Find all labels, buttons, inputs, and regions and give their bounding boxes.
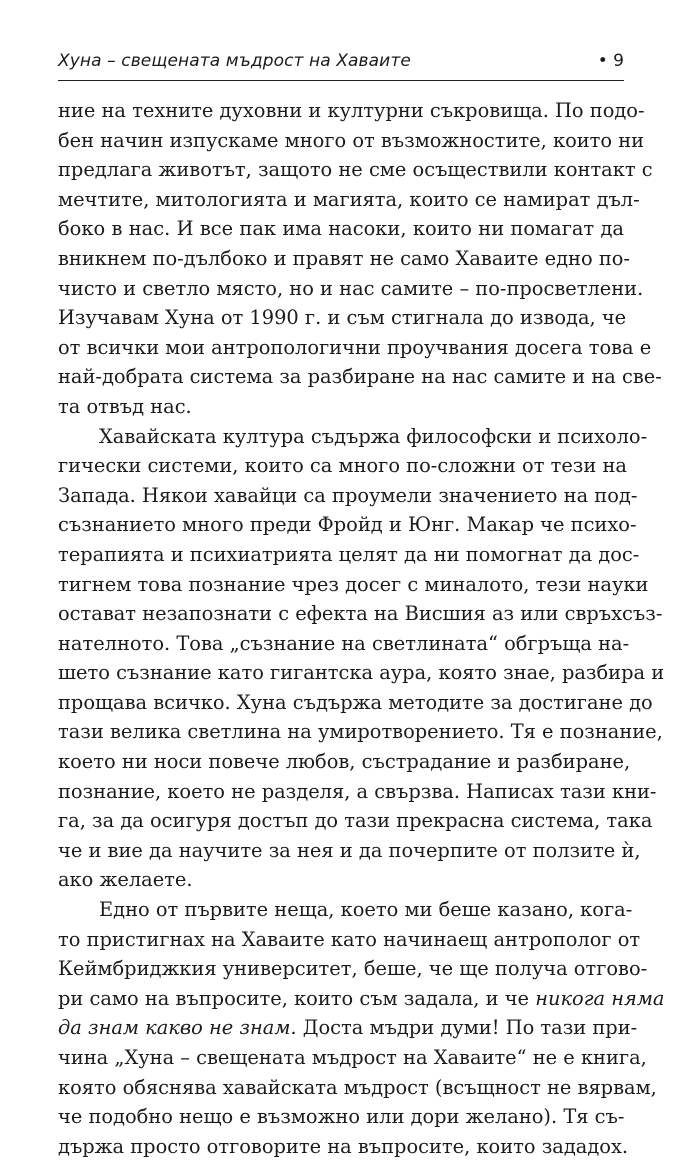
text-line [58,629,630,659]
text-line [58,717,663,747]
text-segment: ние на техните духовни и културни съкровища. По подо- [58,99,645,122]
text-line [58,688,653,718]
paragraph [58,895,665,1161]
text-segment: което ни носи повече любов, състрадание и разбиране, [58,750,631,774]
text-line [58,806,653,836]
text-line [58,362,662,392]
text-segment: Кеймбриджкия университет, беше, че ще получа отгово- [58,957,648,981]
text-segment: боко в нас. И все пак има насоки, които ни помагат да [58,217,624,241]
text-segment: чисто и светло място, но и нас самите – по-просветлени. [58,276,644,300]
text-line [58,984,665,1014]
text-line [58,540,640,570]
text-line [58,1132,629,1161]
text-line [58,422,648,452]
text-segment: нателното. Това „съзнание на светлината“ обгръща на- [58,631,630,655]
text-segment: ако желаете. [58,868,193,892]
text-line [58,836,641,866]
text-segment: вникнем по-дълбоко и правят не само Хаваите едно по- [58,246,630,270]
text-segment: гически системи, които са много по-сложни от тези на [58,454,627,478]
text-segment: га, за да осигуря достъп до тази прекрасна система, така [58,809,653,833]
text-segment: то пристигнах на Хаваите като начинаещ антрополог от [58,927,641,951]
text-line [58,599,663,629]
text-line [58,274,644,304]
body-text [58,96,665,1161]
text-segment: познание, което не разделя, а свързва. Написах тази кни- [58,779,657,803]
text-segment: тази велика светлина на умиротворението. Тя е познание, [58,720,663,744]
text-segment: та отвъд нас. [58,394,192,418]
running-header-title: Хуна – свещената мъдрост на Хаваите [58,51,411,71]
text-line [58,244,630,274]
text-segment: шето съзнание като гигантска аура, която знае, разбира и [58,661,665,685]
text-segment: бен начин изпускаме много от възможностите, които ни [58,128,645,152]
text-segment: Изучавам Хуна от 1990 г. и съм стигнала до извода, че [58,306,627,330]
running-header [58,42,624,80]
text-line [58,333,652,363]
italic-text: да знам какво не знам. [58,1016,297,1040]
text-segment: Доста мъдри думи! По тази при- [296,1016,638,1040]
text-line [58,1043,647,1073]
text-segment: остават незапознати с ефекта на Висшия аз или свръхсъз- [58,602,663,626]
text-line [58,392,624,422]
text-segment: тигнем това познание чрез досег с миналото, тези науки [58,572,649,596]
text-line [58,1013,638,1043]
text-line [58,185,640,215]
text-segment: прощава всичко. Хуна съдържа методите за достигане до [58,690,653,714]
text-segment: ри само на въпросите, които съм задала, и че [58,986,536,1010]
text-segment: държа просто отговорите на въпросите, които зададох. [58,1134,629,1158]
italic-text: никога няма [535,986,665,1010]
text-line [58,777,657,807]
text-segment: мечтите, митологията и магията, които се намират дъл- [58,187,640,211]
text-segment: че подобно нещо е възможно или дори желано). Тя съ- [58,1105,625,1129]
text-line [58,481,638,511]
text-line [58,658,665,688]
text-line [58,747,631,777]
text-line [58,96,645,126]
text-segment: съзнанието много преди Фройд и Юнг. Макар че психо- [58,513,637,537]
text-line [58,1102,624,1132]
text-line [58,954,648,984]
text-segment: терапията и психиатрията целят да ни помогнат да дос- [58,542,640,566]
text-segment: която обяснява хавайската мъдрост (всъщност не вярвам, [58,1075,657,1099]
text-segment: най-добрата система за разбиране на нас самите и на све- [58,365,662,389]
text-segment: чина „Хуна – свещената мъдрост на Хаваите“ не е книга, [58,1046,647,1069]
text-line [58,895,633,925]
text-line [58,510,637,540]
text-segment: от всички мои антропологични проучвания досега това е [58,335,652,359]
text-line [58,155,653,185]
text-line [58,214,624,244]
text-line [58,570,649,600]
paragraph [58,422,665,896]
text-line [58,126,645,156]
text-line [58,451,627,481]
text-line [58,303,627,333]
text-line [58,1073,657,1103]
text-segment: Едно от първите неща, което ми беше казано, кога- [99,898,633,922]
header-rule [58,80,624,81]
text-segment: предлага животът, защото не сме осъществили контакт с [58,158,653,182]
text-segment: че и вие да научите за нея и да почерпите от ползите ѝ, [58,838,641,862]
text-segment: Запада. Някои хавайци са проумели значението на под- [58,483,638,507]
paragraph [58,96,662,422]
page-number: • 9 [597,51,624,71]
text-line [58,865,624,895]
text-line [58,925,641,955]
text-segment: Хавайската култура съдържа философски и психоло- [99,424,648,448]
